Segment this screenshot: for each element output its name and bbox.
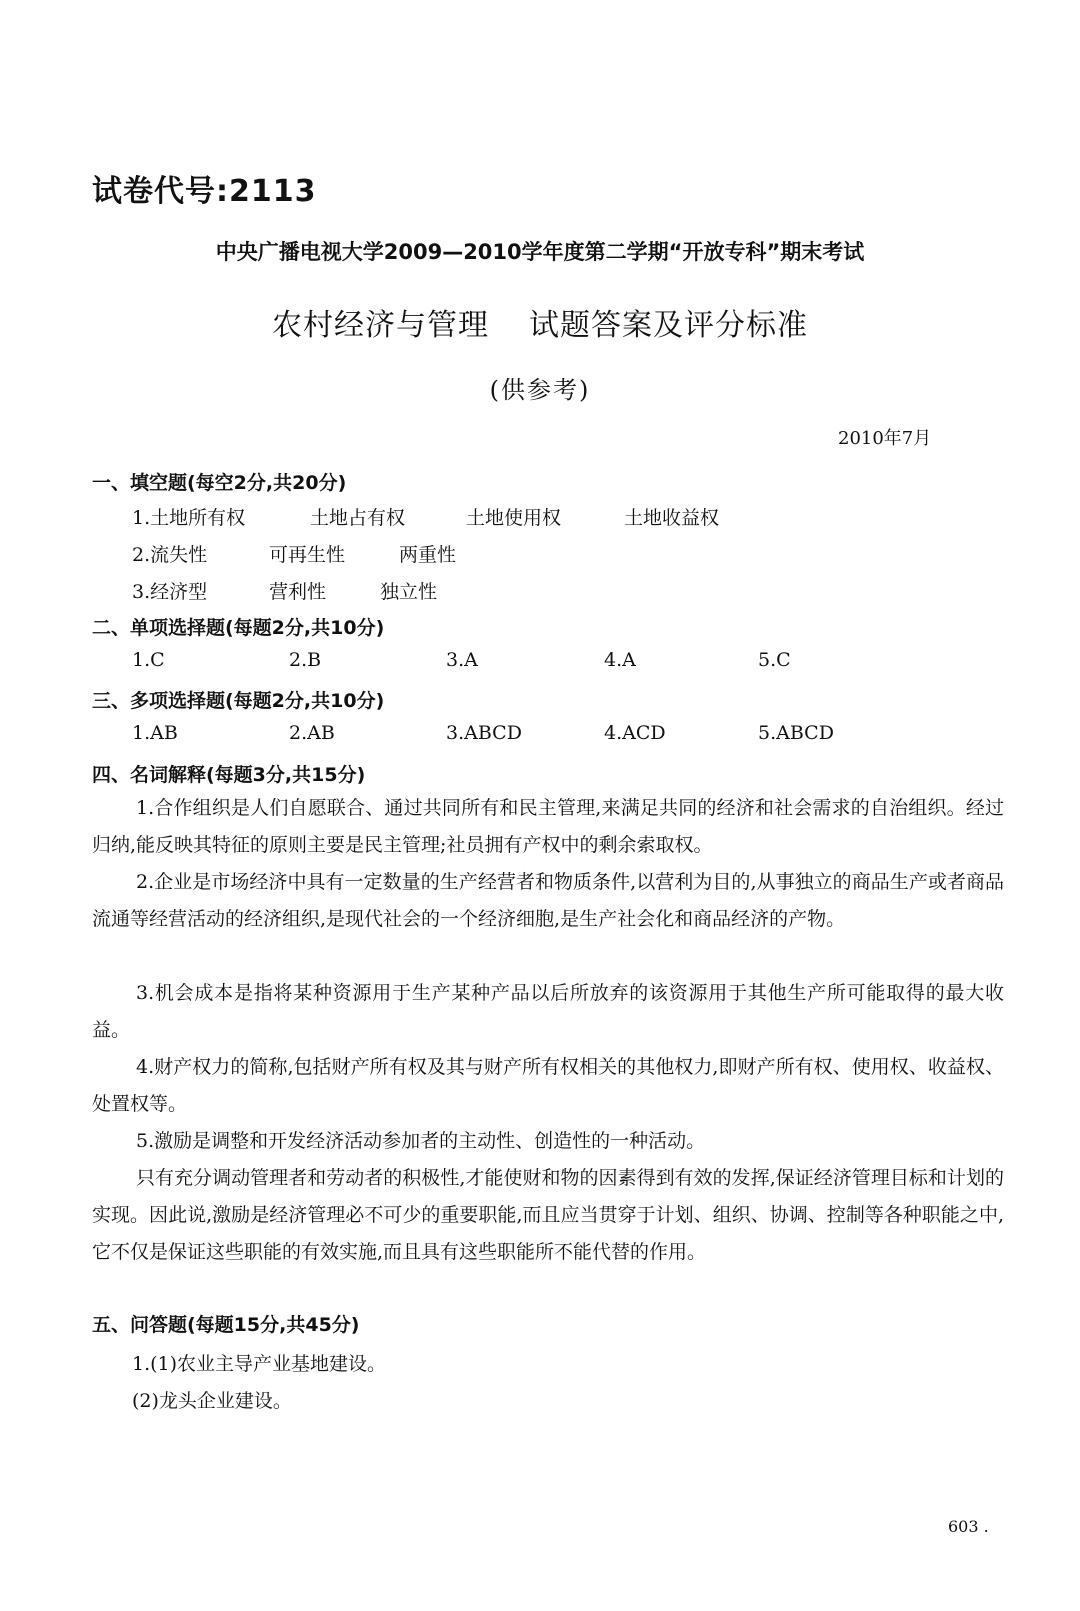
question-answer-line: 1.(1)农业主导产业基地建设。: [132, 1353, 387, 1375]
section-2-heading: 二、单项选择题(每题2分,共10分): [92, 617, 385, 639]
answer-item: 4.ACD: [604, 722, 666, 744]
answer-item: 2.流失性: [132, 544, 208, 566]
document-type: 试题答案及评分标准: [529, 308, 808, 343]
question-answer-line: (2)龙头企业建设。: [132, 1390, 292, 1412]
section-2-answers: [132, 649, 791, 671]
answer-item: 2.AB: [289, 722, 335, 744]
definition-paragraph-6: 只有充分调动管理者和劳动者的积极性,才能使财和物的因素得到有效的发挥,保证经济管理目标和计划的实现。因此说,激励是经济管理必不可少的重要职能,而且应当贯穿于计划、组织、协调、控制等各种职能之中,它不仅是保证这些职能的有效实施,而且具有这些职能所不能代替的作用。: [92, 1167, 1004, 1263]
section-4-heading: 四、名词解释(每题3分,共15分): [92, 764, 366, 786]
exam-date: 2010年7月: [838, 428, 932, 449]
answer-item: 两重性: [399, 544, 457, 566]
answer-item: 5.ABCD: [758, 722, 834, 744]
answer-item: 营利性: [269, 581, 327, 603]
answer-item: 可再生性: [269, 544, 346, 566]
answer-item: 土地收益权: [624, 507, 720, 529]
answer-item: 1.土地所有权: [132, 507, 246, 529]
page-title: [0, 300, 1080, 344]
exam-header: 中央广播电视大学2009—2010学年度第二学期“开放专科”期末考试: [215, 240, 865, 264]
answer-item: 独立性: [380, 581, 438, 603]
page-number: 603 .: [948, 1517, 989, 1536]
section-3-answers: [132, 722, 834, 744]
section-1-row-1: [132, 503, 719, 530]
definition-paragraph-4: 4.财产权力的简称,包括财产所有权及其与财产所有权相关的其他权力,即财产所有权、使用权、收益权、处置权等。: [92, 1056, 1004, 1115]
answer-item: 5.C: [758, 649, 791, 671]
section-1-row-3: [132, 577, 437, 604]
answer-item: 1.C: [132, 649, 165, 671]
section-3-heading: 三、多项选择题(每题2分,共10分): [92, 690, 385, 712]
section-1-row-2: [132, 540, 456, 567]
answer-item: 4.A: [604, 649, 636, 671]
section-1-heading: 一、填空题(每空2分,共20分): [92, 472, 347, 494]
definition-paragraph-3: 3.机会成本是指将某种资源用于生产某种产品以后所放弃的该资源用于其他生产所可能取得的最大收益。: [92, 982, 1004, 1041]
answer-item: 2.B: [289, 649, 322, 671]
answer-item: 3.A: [446, 649, 478, 671]
answer-item: 土地占有权: [310, 507, 406, 529]
answer-item: 1.AB: [132, 722, 178, 744]
definition-paragraph-5: 5.激励是调整和开发经济活动参加者的主动性、创造性的一种活动。: [136, 1130, 706, 1152]
course-name: 农村经济与管理: [272, 308, 489, 343]
answer-item: 土地使用权: [466, 507, 562, 529]
paper-code: 试卷代号:2113: [92, 174, 317, 209]
answer-item: 3.ABCD: [446, 722, 522, 744]
section-5-heading: 五、问答题(每题15分,共45分): [92, 1314, 360, 1336]
subtitle: (供参考): [489, 376, 591, 404]
answer-item: 3.经济型: [132, 581, 208, 603]
definition-paragraph-1: 1.合作组织是人们自愿联合、通过共同所有和民主管理,来满足共同的经济和社会需求的自治组织。经过归纳,能反映其特征的原则主要是民主管理;社员拥有产权中的剩余索取权。: [92, 797, 1004, 856]
definition-paragraph-2: 2.企业是市场经济中具有一定数量的生产经营者和物质条件,以营利为目的,从事独立的商品生产或者商品流通等经营活动的经济组织,是现代社会的一个经济细胞,是生产社会化和商品经济的产物。: [92, 871, 1004, 930]
